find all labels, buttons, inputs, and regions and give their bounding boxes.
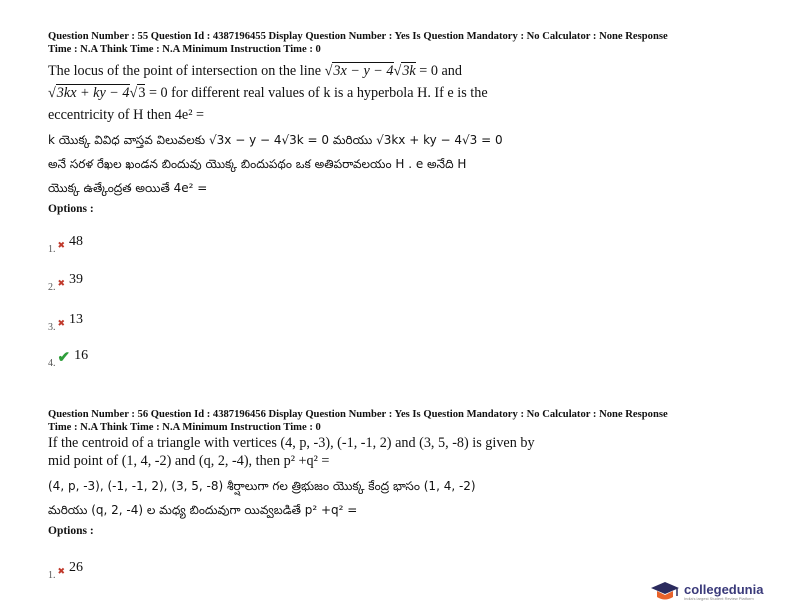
q56-options-label: Options :: [48, 525, 94, 537]
q55-meta-line2: Time : N.A Think Time : N.A Minimum Instruction Time : 0: [48, 44, 321, 55]
q56-meta-line1: Question Number : 56 Question Id : 4387196456 Display Question Number : Yes Is Question Mandatory : No Calculator : None Response: [48, 409, 668, 420]
q55-en-line3: eccentricity of H then 4e² =: [48, 107, 205, 123]
q55-en-text-c: = 0 for different real values of k is a hyperbola H. If e is the: [148, 85, 488, 101]
q55-eq2: 3kx + ky − 4: [56, 85, 130, 101]
option-number: 3.: [48, 322, 56, 333]
q55-option-3[interactable]: [48, 312, 83, 333]
cross-icon: ✖: [57, 566, 66, 576]
q55-meta-line1: Question Number : 55 Question Id : 4387196455 Display Question Number : Yes Is Question Mandatory : No Calculator : None Response: [48, 31, 668, 42]
option-value: 26: [69, 560, 84, 575]
q55-en-line2: √3kx + ky − 4√3 = 0 for different real values of k is a hyperbola H. If e is the: [48, 85, 488, 101]
q55-options-label: Options :: [48, 203, 94, 215]
question-56: [48, 408, 760, 537]
q55-en-text-a: The locus of the point of intersection on the line: [48, 63, 325, 79]
cross-icon: ✖: [57, 318, 66, 328]
check-icon: ✔: [57, 350, 71, 366]
q56-option-1[interactable]: [48, 560, 83, 581]
option-number: 4.: [48, 358, 56, 369]
option-number: 1.: [48, 570, 56, 581]
q55-te-line1: k యొక్క వివిధ వాస్తవ విలువలకు √3x − y − 4√3k = 0 మరియు √3kx + ky − 4√3 = 0: [48, 133, 503, 147]
logo-tagline: India's largest Student Review Platform: [684, 596, 754, 601]
q56-en-line1: If the centroid of a triangle with vertices (4, p, -3), (-1, -1, 2) and (3, 5, -8) is given by: [48, 435, 535, 451]
logo-name: collegedunia: [684, 582, 764, 597]
q55-option-1[interactable]: [48, 234, 83, 255]
cross-icon: ✖: [57, 278, 66, 288]
graduation-cap-icon: [650, 579, 680, 605]
q55-en-line1: The locus of the point of intersection on the line √3x − y − 4√3k = 0 and: [48, 63, 462, 79]
option-value: 39: [69, 272, 84, 287]
cross-icon: ✖: [57, 240, 66, 250]
q55-option-2[interactable]: [48, 272, 83, 293]
q55-te-line3: యొక్క ఉత్కేంద్రత అయితే 4e² =: [48, 181, 208, 195]
q56-te-line1: (4, p, -3), (-1, -1, 2), (3, 5, -8) శీర్షాలుగా గల త్రిభుజం యొక్క కేంద్ర భాసం (1, 4, -2): [48, 479, 476, 493]
q55-en-text-b: and: [437, 63, 462, 79]
q56-te-line2: మరియు (q, 2, -4) ల మధ్య బిందువుగా యివ్వబడితే p² +q² =: [48, 503, 358, 517]
q56-en-line2: mid point of (1, 4, -2) and (q, 2, -4), then p² +q² =: [48, 453, 330, 469]
option-number: 1.: [48, 244, 56, 255]
option-number: 2.: [48, 282, 56, 293]
option-value: 16: [74, 348, 89, 363]
q55-te-line2: అనే సరళ రేఖల ఖండన బిందువు యొక్క బిందుపథం ఒక అతిపరావలయం H . e అనేది H: [48, 157, 467, 171]
question-55: [48, 30, 760, 215]
q56-meta-line2: Time : N.A Think Time : N.A Minimum Instruction Time : 0: [48, 422, 321, 433]
q55-eq1: 3x − y − 4: [333, 63, 394, 79]
option-value: 13: [69, 312, 84, 327]
q55-option-4[interactable]: [48, 348, 88, 369]
option-value: 48: [69, 234, 84, 249]
collegedunia-logo: [650, 578, 763, 606]
